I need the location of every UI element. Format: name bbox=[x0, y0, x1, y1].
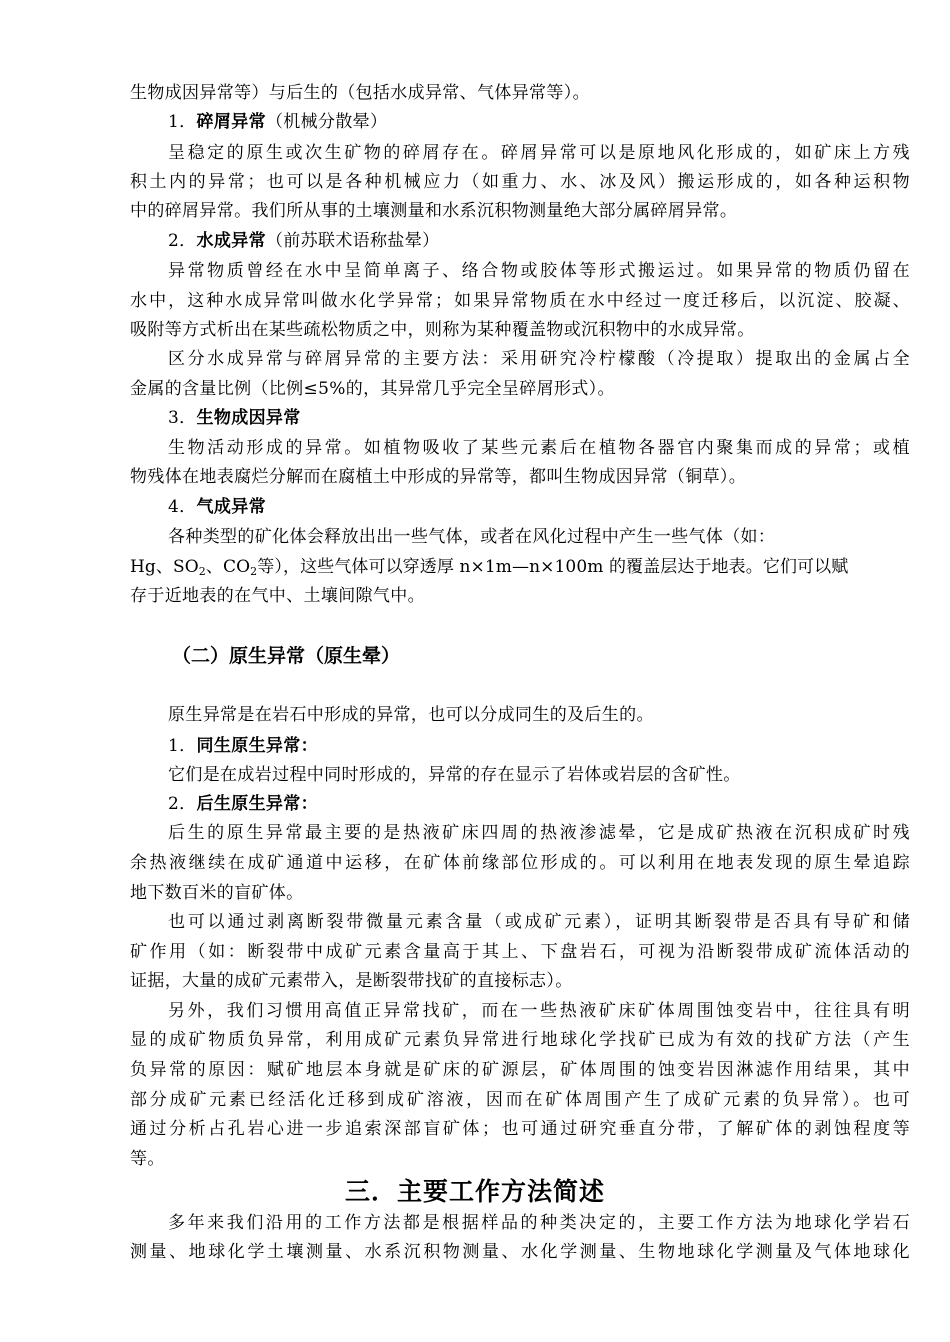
heading-title: 生物成因异常 bbox=[196, 408, 301, 428]
paragraph-line: 多年来我们沿用的工作方法都是根据样品的种类决定的，主要工作方法为地球化学岩石 bbox=[168, 1213, 910, 1233]
heading-title: 后生原生异常： bbox=[196, 794, 318, 814]
heading-gas-anomaly bbox=[168, 494, 948, 520]
paragraph-line: 生物成因异常等）与后生的（包括水成异常、气体异常等）。 bbox=[130, 83, 590, 103]
paragraph-line: 生物活动形成的异常。如植物吸收了某些元素后在植物各器官内聚集而成的异常；或植 bbox=[168, 438, 910, 458]
heading-number: 4． bbox=[168, 497, 197, 517]
heading-clastic-anomaly bbox=[168, 109, 948, 135]
heading-title: 同生原生异常： bbox=[196, 736, 318, 756]
paragraph-line: 金属的含量比例（比例≤5%的，其异常几乎完全呈碎屑形式）。 bbox=[130, 379, 615, 399]
heading-number: 3． bbox=[168, 408, 197, 428]
paragraph-line: 矿作用（如：断裂带中成矿元素含量高于其上、下盘岩石，可视为沿断裂带成矿流体活动的 bbox=[130, 942, 910, 962]
paragraph-line: 证据，大量的成矿元素带入，是断裂带找矿的直接标志）。 bbox=[130, 971, 573, 991]
paragraph-line: 原生异常是在岩石中形成的异常，也可以分成同生的及后生的。 bbox=[168, 705, 654, 725]
paragraph-line: 后生的原生异常最主要的是热液矿床四周的热液渗滤晕，它是成矿热液在沉积成矿时残 bbox=[168, 823, 910, 843]
heading-biogenic-anomaly bbox=[168, 405, 948, 431]
paragraph-line: 它们是在成岩过程中同时形成的，异常的存在显示了岩体或岩层的含矿性。 bbox=[168, 765, 741, 785]
paragraph-line: 测量、地球化学土壤测量、水系沉积物测量、水化学测量、生物地球化学测量及气体地球化 bbox=[130, 1242, 910, 1262]
heading-number: 1． bbox=[168, 736, 197, 756]
paragraph-line: 水中，这种水成异常叫做水化学异常；如果异常物质在水中经过一度迁移后，以沉淀、胶凝、 bbox=[130, 291, 910, 311]
paragraph-line: 积土内的异常；也可以是各种机械应力（如重力、水、冰及风）搬运形成的，如各种运积物 bbox=[130, 172, 910, 192]
paragraph-line: 部分成矿元素已经活化迁移到成矿溶液，因而在矿体周围产生了成矿元素的负异常）。也可 bbox=[130, 1090, 910, 1110]
paragraph-line: 各种类型的矿化体会释放出出一些气体，或者在风化过程中产生一些气体（如： bbox=[168, 527, 776, 547]
formula-text: 、CO bbox=[205, 557, 251, 577]
paragraph-line: 地下数百米的盲矿体。 bbox=[130, 883, 304, 903]
heading-note: （机械分散晕） bbox=[265, 112, 388, 132]
paragraph-line-formula bbox=[130, 554, 910, 580]
paragraph-line: 中的碎屑异常。我们所从事的土壤测量和水系沉积物测量绝大部分属碎屑异常。 bbox=[130, 201, 738, 221]
formula-text: Hg、SO bbox=[130, 557, 199, 577]
formula-text: 等），这些气体可以穿透厚 n×1m—n×100m 的覆盖层达于地表。它们可以赋 bbox=[257, 557, 849, 577]
heading-title: 水成异常 bbox=[196, 231, 266, 251]
heading-note: （前苏联术语称盐晕） bbox=[265, 231, 440, 251]
heading-number: 1． bbox=[168, 112, 197, 132]
heading-number: 2． bbox=[168, 231, 197, 251]
paragraph-line: 区分水成异常与碎屑异常的主要方法：采用研究冷柠檬酸（冷提取）提取出的金属占全 bbox=[168, 349, 910, 369]
paragraph-line: 呈稳定的原生或次生矿物的碎屑存在。碎屑异常可以是原地风化形成的，如矿床上方残 bbox=[168, 143, 910, 163]
subscript: 2 bbox=[198, 565, 206, 578]
paragraph-line: 等。 bbox=[130, 1149, 165, 1169]
paragraph-line: 通过分析占孔岩心进一步追索深部盲矿体；也可通过研究垂直分带，了解矿体的剥蚀程度等 bbox=[130, 1119, 910, 1139]
paragraph-line: 负异常的原因：赋矿地层本身就是矿床的矿源层，矿体周围的蚀变岩因淋滤作用结果，其中 bbox=[130, 1060, 910, 1080]
paragraph-line: 吸附等方式析出在某些疏松物质之中，则称为某种覆盖物或沉积物中的水成异常。 bbox=[130, 320, 755, 340]
heading-title: 碎屑异常 bbox=[196, 112, 266, 132]
heading-syngenetic bbox=[168, 733, 948, 759]
paragraph-line: 也可以通过剥离断裂带微量元素含量（或成矿元素），证明其断裂带是否具有导矿和储 bbox=[168, 912, 910, 932]
heading-hydromorphic-anomaly bbox=[168, 228, 948, 254]
paragraph-line: 物残体在地表腐烂分解而在腐植土中形成的异常等，都叫生物成因异常（铜草）。 bbox=[130, 467, 747, 487]
paragraph-line: 显的成矿物质负异常，利用成矿元素负异常进行地球化学找矿已成为有效的找矿方法（产生 bbox=[130, 1030, 910, 1050]
paragraph-line: 异常物质曾经在水中呈简单离子、络合物或胶体等形式搬运过。如果异常的物质仍留在 bbox=[168, 261, 910, 281]
section-heading: （二）原生异常（原生晕） bbox=[172, 645, 401, 667]
heading-title: 气成异常 bbox=[196, 497, 266, 517]
paragraph-line: 余热液继续在成矿通道中运移，在矿体前缘部位形成的。可以利用在地表发现的原生晕追踪 bbox=[130, 853, 910, 873]
heading-epigenetic bbox=[168, 791, 948, 817]
heading-number: 2． bbox=[168, 794, 197, 814]
paragraph-line: 另外，我们习惯用高值正异常找矿，而在一些热液矿床矿体周围蚀变岩中，往往具有明 bbox=[168, 1001, 910, 1021]
subscript: 2 bbox=[250, 565, 258, 578]
paragraph-line: 存于近地表的在气中、土壤间隙气中。 bbox=[130, 586, 425, 606]
chapter-heading: 三．主要工作方法简述 bbox=[344, 1177, 605, 1206]
